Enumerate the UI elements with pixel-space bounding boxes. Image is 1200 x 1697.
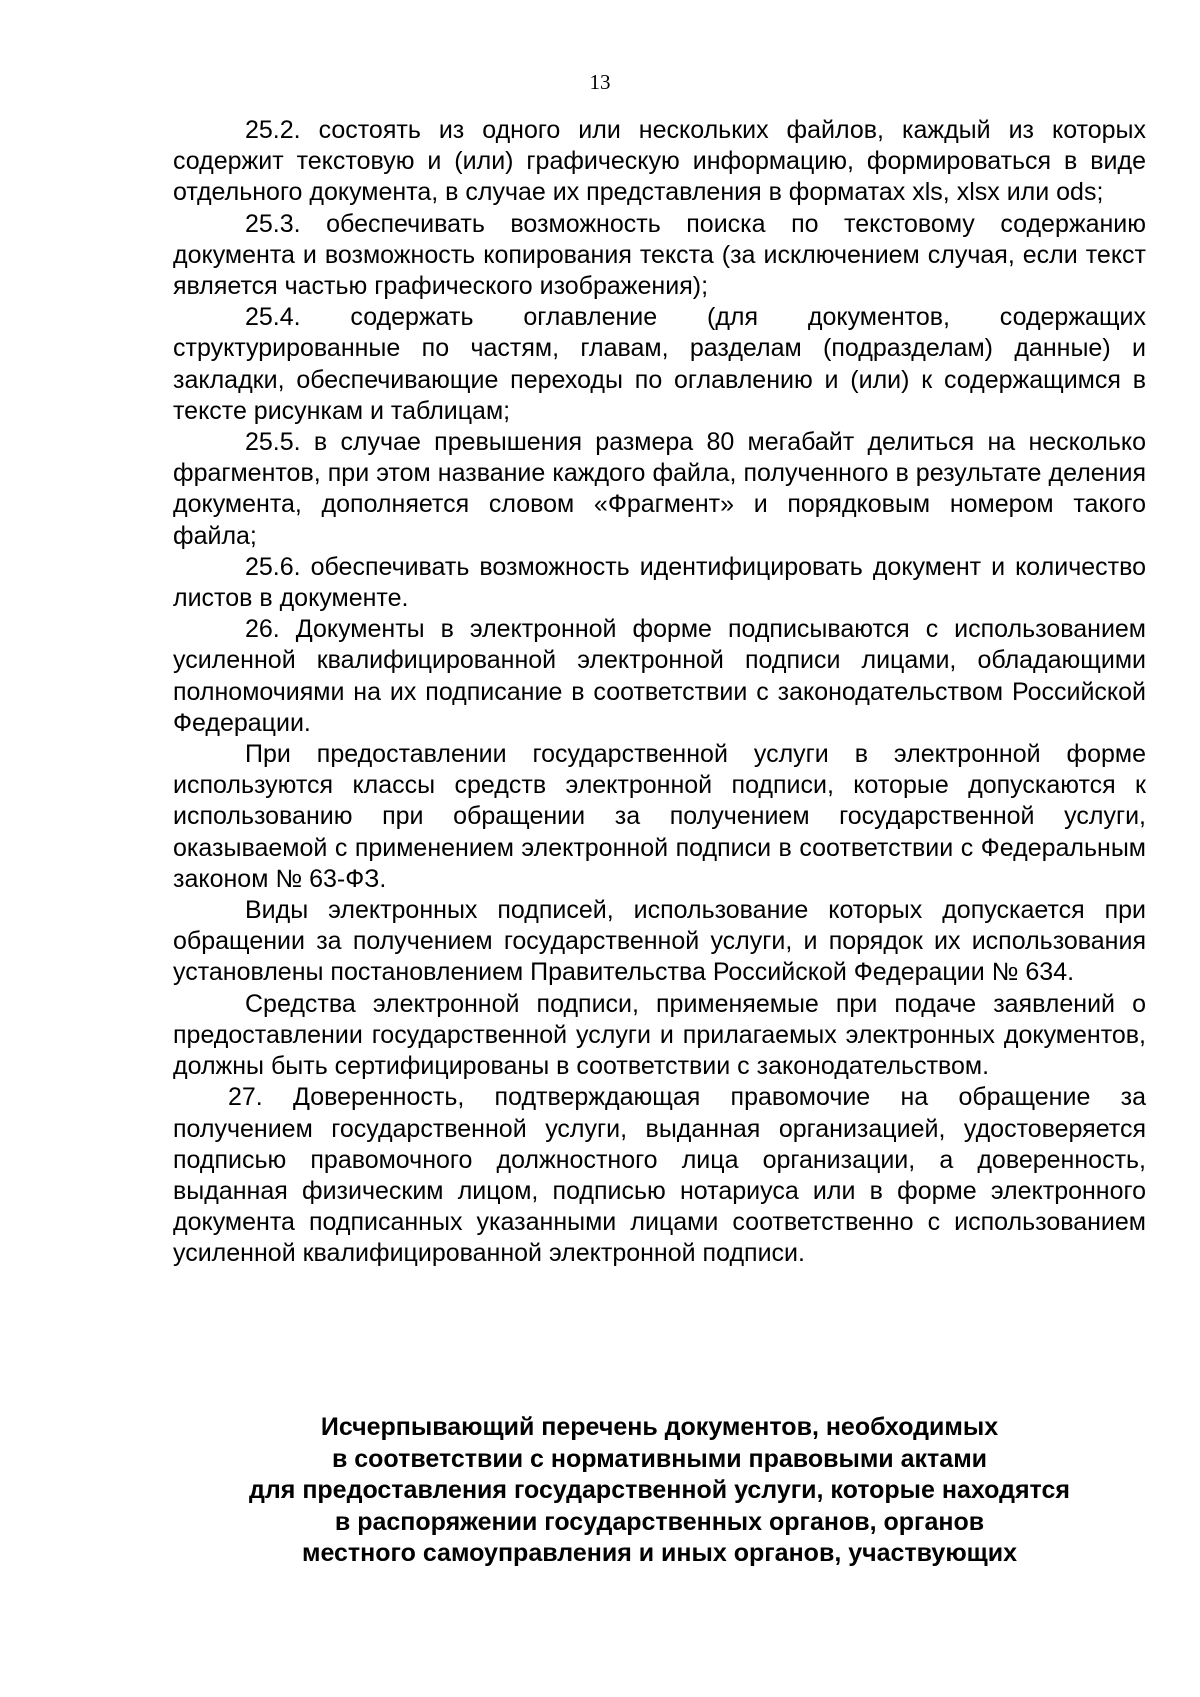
paragraph-25-6: 25.6. обеспечивать возможность идентифицировать документ и количество листов в документе.: [173, 552, 1146, 613]
paragraph-signature-tools: Средства электронной подписи, применяемые при подаче заявлений о предоставлении государственной услуги и прилагаемых электронных документов, должны быть сертифицированы в соответствии с законодательством.: [173, 989, 1146, 1081]
paragraph-26: 26. Документы в электронной форме подписываются с использованием усиленной квалифицированной электронной подписи лицами, обладающими полномочиями на их подписание в соответствии с законодательством Российской Федерации.: [173, 615, 1146, 737]
heading-line: для предоставления государственной услуги, которые находятся: [249, 1476, 1070, 1504]
heading-line: Исчерпывающий перечень документов, необходимых: [320, 1413, 999, 1441]
heading-line: в соответствии с нормативными правовыми актами: [331, 1444, 988, 1473]
heading-line: местного самоуправления и иных органов, участвующих: [301, 1539, 1018, 1567]
page-number: 13: [589, 70, 611, 94]
paragraph-signature-types: Виды электронных подписей, использование которых допускается при обращении за получением государственной услуги, и порядок их использования установлены постановлением Правительства Российской Федерации № 634.: [173, 896, 1146, 987]
paragraph-signature-classes: При предоставлении государственной услуги в электронной форме используются классы средств электронной подписи, которые допускаются к использованию при обращении за получением государственной услуги, оказываемой с применением электронной подписи в соответствии с Федеральным законом № 63-ФЗ.: [173, 740, 1146, 893]
paragraph-25-5: 25.5. в случае превышения размера 80 мегабайт делиться на несколько фрагментов, при этом название каждого файла, полученного в результате деления документа, дополняется словом «Фрагмент» и порядковым номером такого файла;: [173, 428, 1146, 550]
document-body: [173, 115, 1146, 1270]
paragraph-25-4: 25.4. содержать оглавление (для документов, содержащих структурированные по частям, главам, разделам (подразделам) данные) и закладки, обеспечивающие переходы по оглавлению и (или) к содержащимся в тексте рисункам и таблицам;: [173, 303, 1146, 425]
paragraph-25-2: 25.2. состоять из одного или нескольких файлов, каждый из которых содержит текстовую и (или) графическую информацию, формироваться в виде отдельного документа, в случае их представления в форматах xls, xlsx или ods;: [173, 116, 1146, 207]
section-heading: [173, 1412, 1146, 1570]
paragraph-25-3: 25.3. обеспечивать возможность поиска по текстовому содержанию документа и возможность копирования текста (за исключением случая, если текст является частью графического изображения);: [173, 209, 1146, 301]
heading-line: в распоряжении государственных органов, органов: [334, 1507, 985, 1536]
paragraph-27: 27. Доверенность, подтверждающая правомочие на обращение за получением государственной услуги, выданная организацией, удостоверяется подписью правомочного должностного лица организации, а доверенность, выданная физическим лицом, подписью нотариуса или в форме электронного документа подписанных указанными лицами соответственно с использованием усиленной квалифицированной электронной подписи.: [173, 1083, 1146, 1268]
